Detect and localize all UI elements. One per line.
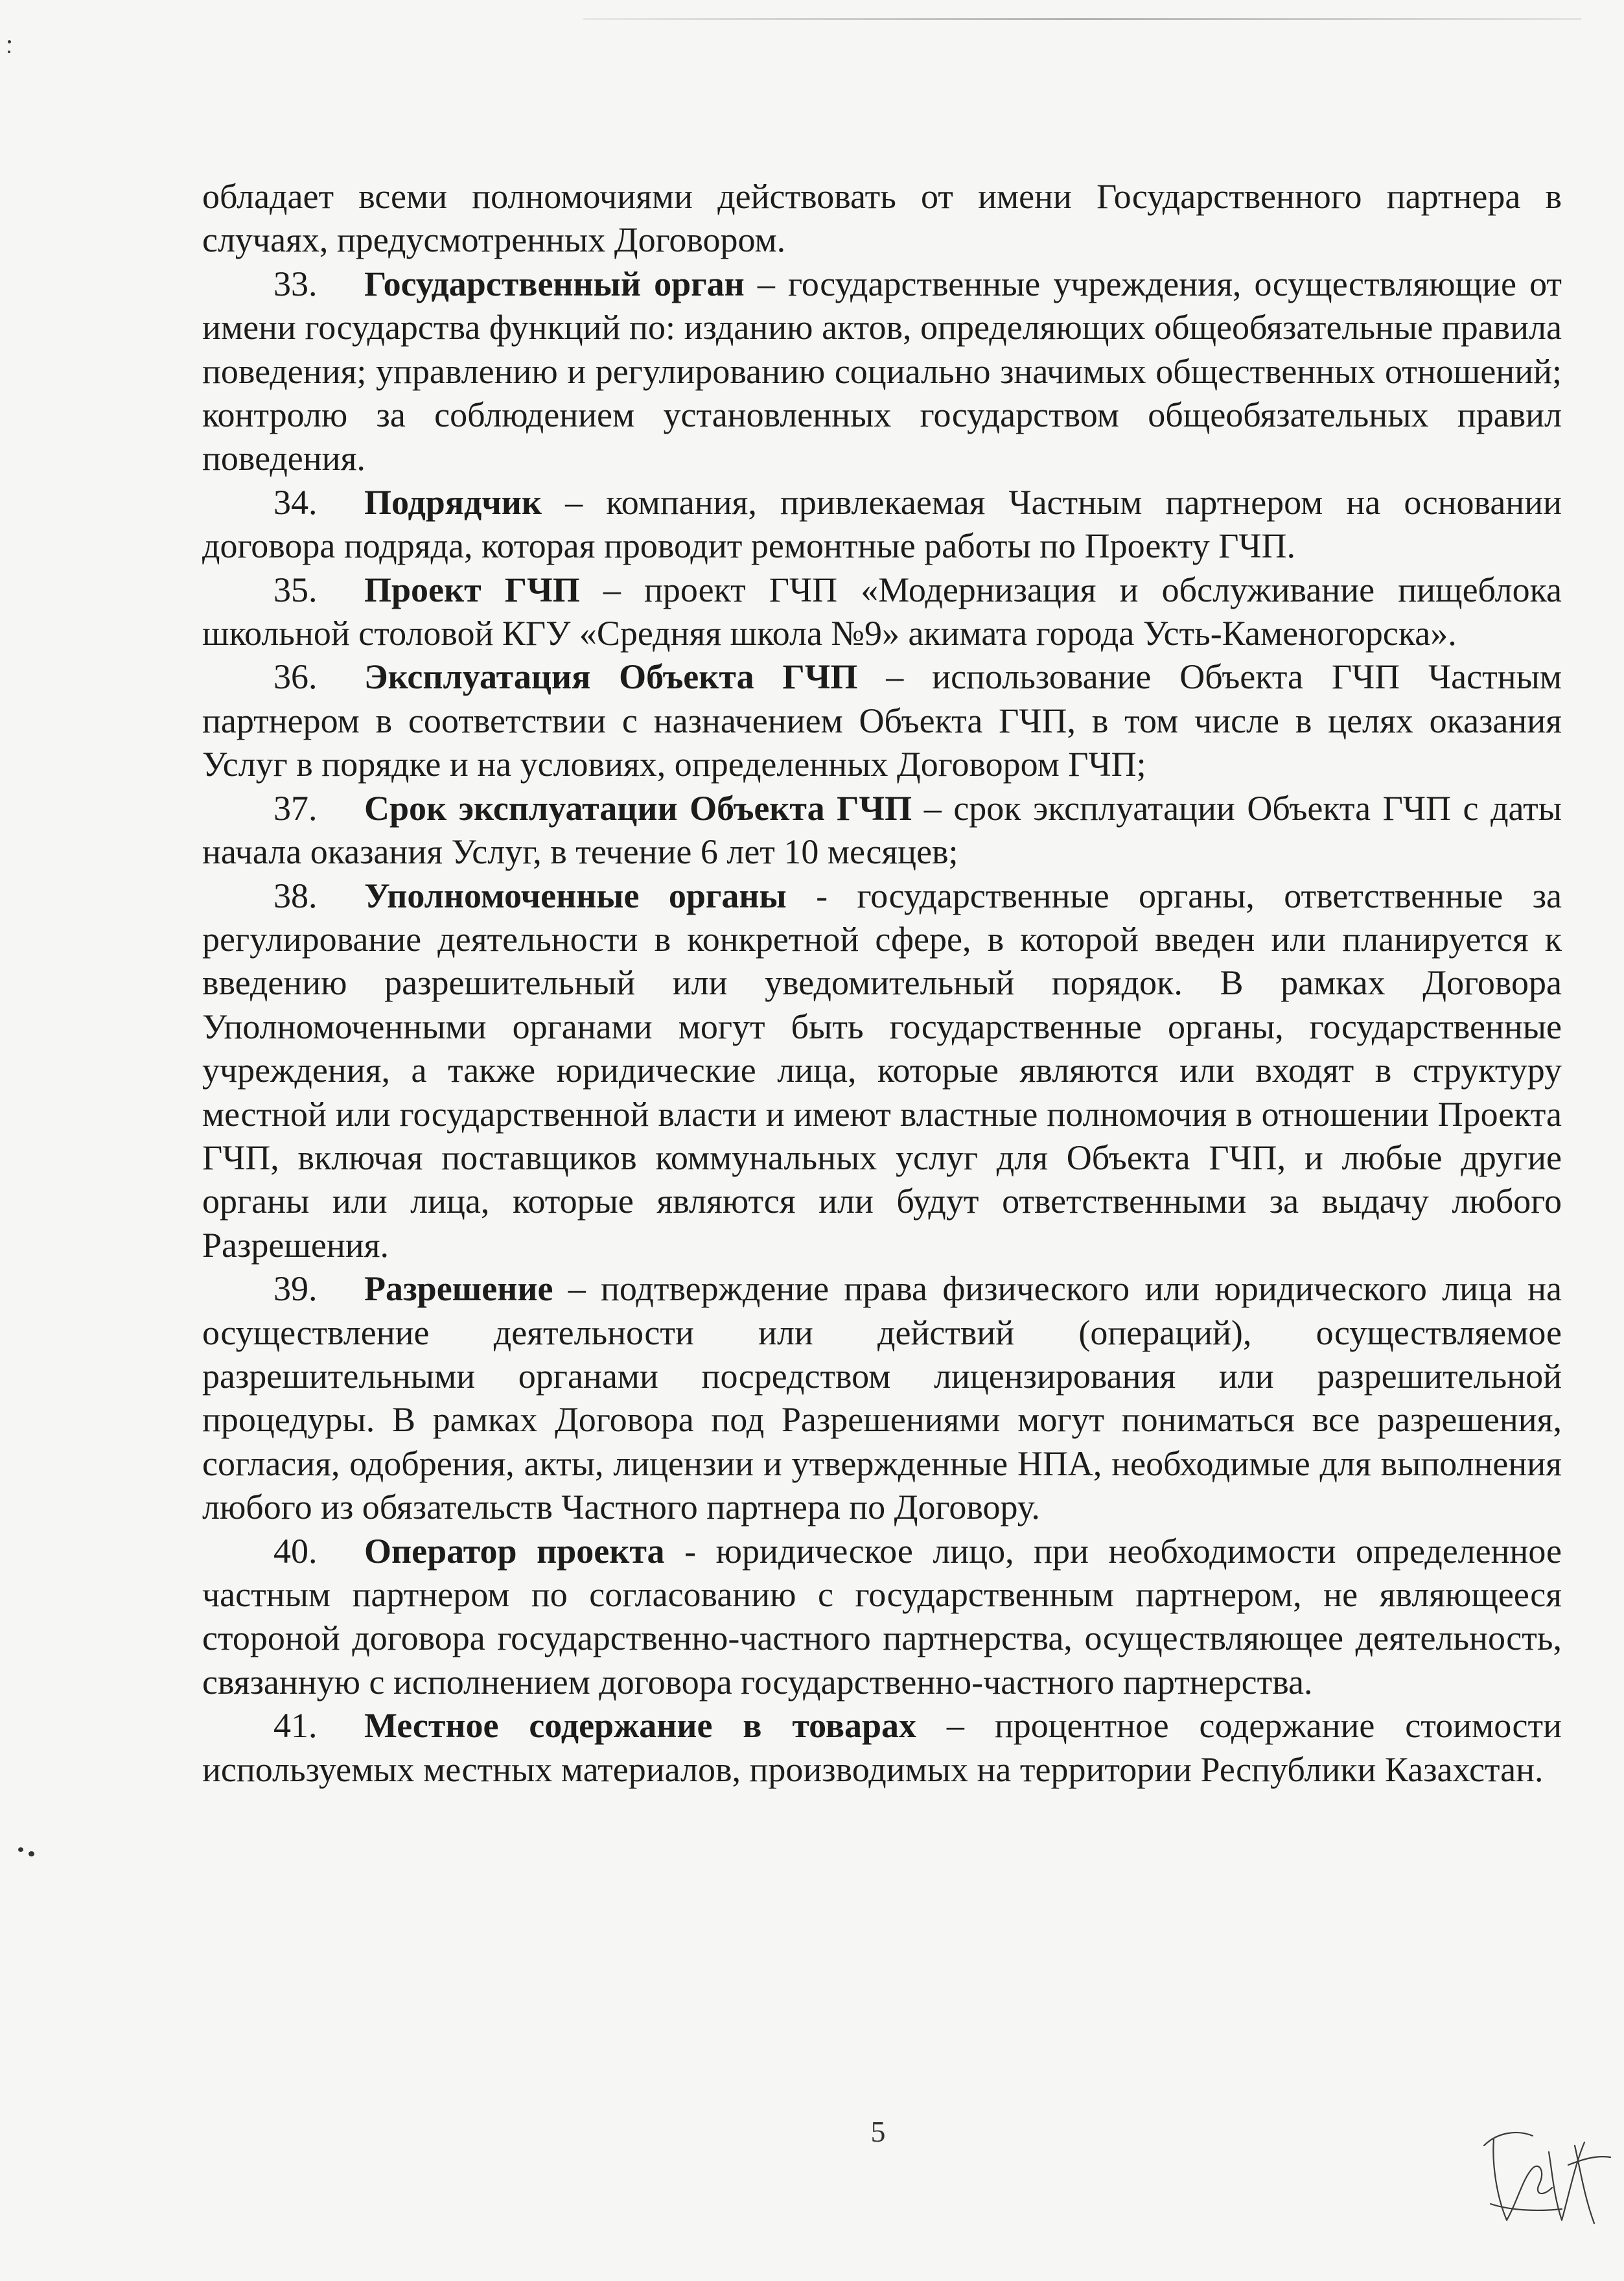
document-body (202, 175, 1562, 1792)
definition-number: 39. (273, 1269, 318, 1309)
definition-term: Разрешение (364, 1269, 553, 1309)
scan-speck (18, 1847, 23, 1852)
definition-separator: – (579, 570, 645, 609)
definition-text: юридическое лицо, при необходимости определенное частным партнером по согласованию с государственным партнером, не являющееся стороной договора государственно-частного партнерства, осуществляющее деятельность, связанную с исполнением договора государственно-частного партнерства. (202, 1531, 1562, 1702)
definition-35 (202, 568, 1562, 656)
definition-term: Проект ГЧП (364, 570, 580, 609)
definition-text: процентное содержание стоимости используемых местных материалов, производимых на территории Республики Казахстан. (202, 1706, 1562, 1789)
scan-speck (29, 1851, 34, 1856)
definition-separator: – (542, 482, 607, 522)
definition-separator: - (664, 1531, 716, 1571)
definition-number: 35. (273, 570, 318, 609)
definition-term: Оператор проекта (364, 1531, 665, 1571)
definition-text: компания, привлекаемая Частным партнером на основании договора подряда, которая проводит ремонтные работы по Проекту ГЧП. (202, 482, 1562, 566)
definition-text: государственные органы, ответственные за регулирование деятельности в конкретной сфере, в которой введен или планируется к введению разрешительный или уведомительный порядок. В рамках Договора Уполномоченными органами могут быть государственные органы, государственные учреждения, а также юридические лица, которые являются или входят в структуру местной или государственной власти и имеют властные полномочия в отношении Проекта ГЧП, включая поставщиков коммунальных услуг для Объекта ГЧП, и любые другие органы или лица, которые являются или будут ответственными за выдачу любого Разрешения. (202, 876, 1562, 1265)
definition-text: использование Объекта ГЧП Частным партнером в соответствии с назначением Объекта ГЧП, в том числе в целях оказания Услуг в порядке и на условиях, определенных Договором ГЧП; (202, 657, 1562, 784)
scan-speck (8, 40, 11, 43)
scan-speck (8, 51, 10, 53)
page-number: 5 (870, 2115, 886, 2148)
definition-38 (202, 874, 1562, 1268)
definition-number: 38. (273, 876, 318, 915)
definition-term: Уполномоченные органы (364, 876, 787, 915)
definition-33 (202, 263, 1562, 481)
definition-term: Местное содержание в товарах (364, 1706, 917, 1746)
definition-34 (202, 481, 1562, 568)
definition-separator: – (916, 1706, 995, 1746)
definition-separator: – (553, 1269, 601, 1309)
definition-term: Подрядчик (364, 482, 542, 522)
definition-36 (202, 655, 1562, 786)
definition-separator: - (786, 876, 857, 915)
definition-term: Срок эксплуатации Объекта ГЧП (364, 788, 912, 828)
definition-number: 33. (273, 264, 318, 303)
definition-number: 36. (273, 657, 318, 697)
definition-text: проект ГЧП «Модернизация и обслуживание пищеблока школьной столовой КГУ «Средняя школа №9» акимата города Усть-Каменогорска». (202, 570, 1562, 653)
signature-icon (1471, 2107, 1614, 2236)
definition-number: 37. (273, 788, 318, 828)
definition-number: 34. (273, 482, 318, 522)
definition-term: Эксплуатация Объекта ГЧП (364, 657, 858, 697)
definition-text: подтверждение права физического или юридического лица на осуществление деятельности или действий (операций), осуществляемое разрешительными органами посредством лицензирования или разрешительной процедуры. В рамках Договора под Разрешениями могут пониматься все разрешения, согласия, одобрения, акты, лицензии и утвержденные НПА, необходимые для выполнения любого из обязательств Частного партнера по Договору. (202, 1269, 1562, 1527)
definition-separator: – (912, 788, 954, 828)
definition-39 (202, 1267, 1562, 1529)
intro-paragraph: обладает всеми полномочиями действовать от имени Государственного партнера в случаях, предусмотренных Договором. (202, 177, 1562, 260)
definition-separator: – (857, 657, 933, 697)
definition-text: государственные учреждения, осуществляющие от имени государства функций по: изданию актов, определяющих общеобязательные правила поведения; управлению и регулированию социально значимых общественных отношений; контролю за соблюдением установленных государством общеобязательных правил поведения. (202, 264, 1562, 478)
definition-text: срок эксплуатации Объекта ГЧП с даты начала оказания Услуг, в течение 6 лет 10 месяцев; (202, 788, 1562, 872)
definition-41 (202, 1704, 1562, 1792)
definition-separator: – (744, 264, 789, 303)
definition-40 (202, 1530, 1562, 1705)
definition-term: Государственный орган (364, 264, 745, 303)
definition-37 (202, 787, 1562, 874)
definition-number: 41. (273, 1706, 318, 1746)
page-top-rule (583, 18, 1581, 20)
definition-number: 40. (273, 1531, 318, 1571)
